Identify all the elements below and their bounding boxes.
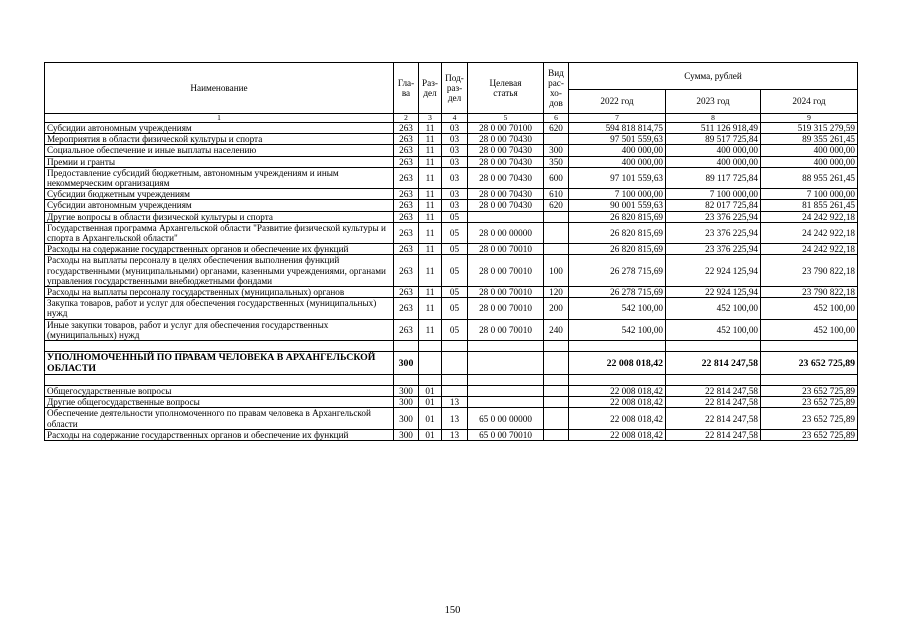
row-razdel: 01 (419, 408, 442, 429)
row-vid (544, 352, 569, 375)
row-amount-2023: 23 376 225,94 (666, 222, 761, 243)
row-name: Обеспечение деятельности уполномоченного по правам человека в Архангельской области (45, 408, 394, 429)
row-vid (544, 134, 569, 145)
row-podrazdel: 05 (442, 211, 468, 222)
row-tselevaya (468, 211, 544, 222)
row-amount-2023: 400 000,00 (666, 145, 761, 156)
row-vid (544, 341, 569, 352)
row-amount-2022: 542 100,00 (569, 298, 666, 319)
row-name: Расходы на выплаты персоналу в целях обеспечения выполнения функций государственными (муниципальными) органами, казенными учреждениями, органами управления государственными внебюджетными фондами (45, 255, 394, 287)
row-amount-2022 (569, 341, 666, 352)
row-amount-2023: 23 376 225,94 (666, 211, 761, 222)
row-podrazdel: 03 (442, 200, 468, 211)
row-amount-2023: 22 814 247,58 (666, 386, 761, 397)
row-vid: 120 (544, 287, 569, 298)
row-name: Закупка товаров, работ и услуг для обеспечения государственных (муниципальных) нужд (45, 298, 394, 319)
row-amount-2024: 452 100,00 (761, 298, 858, 319)
table-row (45, 211, 858, 222)
row-amount-2023: 22 924 125,94 (666, 255, 761, 287)
row-name: Субсидии автономным учреждениям (45, 123, 394, 134)
row-glava: 263 (394, 189, 419, 200)
row-tselevaya: 28 0 00 70010 (468, 255, 544, 287)
row-amount-2024: 23 790 822,18 (761, 287, 858, 298)
row-vid (544, 386, 569, 397)
row-glava: 300 (394, 352, 419, 375)
row-amount-2024: 400 000,00 (761, 156, 858, 167)
col-num: 5 (468, 114, 544, 123)
row-amount-2022: 22 008 018,42 (569, 429, 666, 440)
row-vid: 610 (544, 189, 569, 200)
row-amount-2024: 400 000,00 (761, 145, 858, 156)
row-podrazdel: 13 (442, 408, 468, 429)
row-name: Государственная программа Архангельской области "Развитие физической культуры и спорта в Архангельской области" (45, 222, 394, 243)
row-podrazdel: 05 (442, 255, 468, 287)
row-amount-2024: 7 100 000,00 (761, 189, 858, 200)
row-amount-2024: 519 315 279,59 (761, 123, 858, 134)
row-amount-2023: 400 000,00 (666, 156, 761, 167)
row-podrazdel: 03 (442, 145, 468, 156)
row-vid (544, 375, 569, 386)
row-podrazdel: 05 (442, 319, 468, 340)
row-amount-2022 (569, 375, 666, 386)
row-podrazdel (442, 386, 468, 397)
row-name: Расходы на выплаты персоналу государственных (муниципальных) органов (45, 287, 394, 298)
row-amount-2023: 22 924 125,94 (666, 287, 761, 298)
row-amount-2022: 594 818 814,75 (569, 123, 666, 134)
col-num: 2 (394, 114, 419, 123)
row-amount-2023: 7 100 000,00 (666, 189, 761, 200)
row-razdel (419, 352, 442, 375)
row-amount-2024: 81 855 261,45 (761, 200, 858, 211)
row-amount-2024: 89 355 261,45 (761, 134, 858, 145)
row-amount-2022: 26 820 815,69 (569, 211, 666, 222)
row-name: Социальное обеспечение и иные выплаты населению (45, 145, 394, 156)
budget-table (44, 62, 858, 441)
empty-row (45, 375, 858, 386)
row-tselevaya (468, 386, 544, 397)
row-podrazdel: 13 (442, 429, 468, 440)
row-glava: 263 (394, 319, 419, 340)
row-glava: 263 (394, 287, 419, 298)
row-razdel: 11 (419, 287, 442, 298)
header-year-2023: 2023 год (666, 90, 761, 114)
row-tselevaya: 28 0 00 70430 (468, 134, 544, 145)
row-amount-2023: 22 814 247,58 (666, 429, 761, 440)
row-podrazdel (442, 341, 468, 352)
row-vid: 620 (544, 200, 569, 211)
row-vid: 350 (544, 156, 569, 167)
row-glava: 263 (394, 167, 419, 188)
row-amount-2024: 24 242 922,18 (761, 222, 858, 243)
col-num: 7 (569, 114, 666, 123)
row-name: УПОЛНОМОЧЕННЫЙ ПО ПРАВАМ ЧЕЛОВЕКА В АРХАНГЕЛЬСКОЙ ОБЛАСТИ (45, 352, 394, 375)
row-amount-2022: 90 001 559,63 (569, 200, 666, 211)
row-amount-2024: 88 955 261,45 (761, 167, 858, 188)
row-amount-2022: 26 820 815,69 (569, 222, 666, 243)
row-razdel: 01 (419, 397, 442, 408)
row-tselevaya: 28 0 00 70010 (468, 319, 544, 340)
row-vid (544, 244, 569, 255)
row-razdel: 01 (419, 429, 442, 440)
row-podrazdel (442, 375, 468, 386)
row-amount-2024: 23 652 725,89 (761, 408, 858, 429)
row-glava: 300 (394, 386, 419, 397)
row-amount-2023: 452 100,00 (666, 319, 761, 340)
header-vid: Вид рас- хо- дов (544, 63, 569, 114)
col-num: 8 (666, 114, 761, 123)
row-amount-2023: 22 814 247,58 (666, 352, 761, 375)
row-podrazdel: 05 (442, 222, 468, 243)
row-vid (544, 408, 569, 429)
row-amount-2022: 400 000,00 (569, 156, 666, 167)
row-tselevaya (468, 352, 544, 375)
row-podrazdel: 03 (442, 156, 468, 167)
row-glava (394, 375, 419, 386)
row-glava: 300 (394, 429, 419, 440)
row-amount-2022: 97 501 559,63 (569, 134, 666, 145)
row-name: Субсидии автономным учреждениям (45, 200, 394, 211)
row-razdel: 11 (419, 167, 442, 188)
row-glava: 263 (394, 134, 419, 145)
row-amount-2022: 400 000,00 (569, 145, 666, 156)
row-vid (544, 397, 569, 408)
row-razdel: 11 (419, 255, 442, 287)
table-row (45, 145, 858, 156)
row-razdel (419, 341, 442, 352)
table-row (45, 156, 858, 167)
row-amount-2022: 26 820 815,69 (569, 244, 666, 255)
row-name: Другие общегосударственные вопросы (45, 397, 394, 408)
row-podrazdel (442, 352, 468, 375)
row-amount-2022: 97 101 559,63 (569, 167, 666, 188)
row-glava: 263 (394, 255, 419, 287)
row-name: Другие вопросы в области физической культуры и спорта (45, 211, 394, 222)
header-year-2022: 2022 год (569, 90, 666, 114)
row-tselevaya: 65 0 00 00000 (468, 408, 544, 429)
row-glava: 263 (394, 200, 419, 211)
row-razdel: 11 (419, 244, 442, 255)
col-num: 1 (45, 114, 394, 123)
row-amount-2024: 452 100,00 (761, 319, 858, 340)
row-tselevaya: 28 0 00 70430 (468, 200, 544, 211)
row-amount-2022: 26 278 715,69 (569, 255, 666, 287)
row-razdel: 11 (419, 211, 442, 222)
header-tselevaya: Целевая статья (468, 63, 544, 114)
row-tselevaya (468, 375, 544, 386)
row-amount-2023: 511 126 918,49 (666, 123, 761, 134)
row-podrazdel: 03 (442, 123, 468, 134)
table-row (45, 298, 858, 319)
row-razdel (419, 375, 442, 386)
header-name: Наименование (45, 63, 394, 114)
row-amount-2023: 22 814 247,58 (666, 408, 761, 429)
row-name: Субсидии бюджетным учреждениям (45, 189, 394, 200)
row-name: Расходы на содержание государственных органов и обеспечение их функций (45, 244, 394, 255)
col-num: 6 (544, 114, 569, 123)
table-row (45, 123, 858, 134)
table-row (45, 352, 858, 375)
row-razdel: 11 (419, 134, 442, 145)
row-amount-2022: 542 100,00 (569, 319, 666, 340)
row-name: Расходы на содержание государственных органов и обеспечение их функций (45, 429, 394, 440)
page-number: 150 (444, 605, 461, 616)
header-year-2024: 2024 год (761, 90, 858, 114)
column-numbers-row (45, 114, 858, 123)
row-glava: 300 (394, 397, 419, 408)
row-podrazdel: 03 (442, 189, 468, 200)
row-amount-2024: 24 242 922,18 (761, 244, 858, 255)
row-vid (544, 429, 569, 440)
row-amount-2024 (761, 375, 858, 386)
row-vid: 240 (544, 319, 569, 340)
row-amount-2022: 22 008 018,42 (569, 397, 666, 408)
row-tselevaya: 28 0 00 00000 (468, 222, 544, 243)
row-glava: 300 (394, 408, 419, 429)
row-tselevaya: 28 0 00 70100 (468, 123, 544, 134)
row-amount-2023: 82 017 725,84 (666, 200, 761, 211)
row-name (45, 375, 394, 386)
row-tselevaya (468, 341, 544, 352)
row-amount-2023: 452 100,00 (666, 298, 761, 319)
row-razdel: 11 (419, 200, 442, 211)
row-razdel: 11 (419, 145, 442, 156)
table-row (45, 222, 858, 243)
row-razdel: 11 (419, 156, 442, 167)
table-row (45, 319, 858, 340)
row-razdel: 11 (419, 222, 442, 243)
row-razdel: 11 (419, 189, 442, 200)
row-name: Предоставление субсидий бюджетным, автономным учреждениям и иным некоммерческим организациям (45, 167, 394, 188)
row-amount-2023: 89 517 725,84 (666, 134, 761, 145)
row-podrazdel: 05 (442, 298, 468, 319)
row-amount-2024 (761, 341, 858, 352)
row-glava: 263 (394, 211, 419, 222)
row-amount-2022: 22 008 018,42 (569, 352, 666, 375)
table-row (45, 167, 858, 188)
row-podrazdel: 05 (442, 244, 468, 255)
row-tselevaya: 28 0 00 70010 (468, 287, 544, 298)
row-podrazdel: 03 (442, 167, 468, 188)
row-vid: 600 (544, 167, 569, 188)
row-vid (544, 222, 569, 243)
row-amount-2023 (666, 341, 761, 352)
table-row (45, 429, 858, 440)
row-glava: 263 (394, 156, 419, 167)
header-podrazdel: Под- раз- дел (442, 63, 468, 114)
row-razdel: 11 (419, 123, 442, 134)
header-row-top (45, 63, 858, 90)
row-amount-2023: 23 376 225,94 (666, 244, 761, 255)
row-podrazdel: 13 (442, 397, 468, 408)
row-glava: 263 (394, 123, 419, 134)
col-num: 9 (761, 114, 858, 123)
row-name (45, 341, 394, 352)
row-vid: 200 (544, 298, 569, 319)
row-amount-2023 (666, 375, 761, 386)
row-tselevaya (468, 397, 544, 408)
row-glava (394, 341, 419, 352)
row-amount-2023: 22 814 247,58 (666, 397, 761, 408)
row-glava: 263 (394, 298, 419, 319)
row-glava: 263 (394, 222, 419, 243)
row-vid: 620 (544, 123, 569, 134)
row-name: Иные закупки товаров, работ и услуг для обеспечения государственных (муниципальных) нужд (45, 319, 394, 340)
row-vid: 300 (544, 145, 569, 156)
table-row (45, 244, 858, 255)
row-amount-2022: 22 008 018,42 (569, 386, 666, 397)
row-tselevaya: 65 0 00 70010 (468, 429, 544, 440)
row-podrazdel: 05 (442, 287, 468, 298)
row-glava: 263 (394, 145, 419, 156)
header-summa: Сумма, рублей (569, 63, 858, 90)
row-razdel: 01 (419, 386, 442, 397)
row-tselevaya: 28 0 00 70430 (468, 189, 544, 200)
table-row (45, 189, 858, 200)
table-row (45, 397, 858, 408)
header-glava: Гла- ва (394, 63, 419, 114)
table-row (45, 408, 858, 429)
empty-row (45, 341, 858, 352)
row-tselevaya: 28 0 00 70430 (468, 145, 544, 156)
row-razdel: 11 (419, 298, 442, 319)
row-amount-2022: 22 008 018,42 (569, 408, 666, 429)
row-podrazdel: 03 (442, 134, 468, 145)
header-razdel: Раз- дел (419, 63, 442, 114)
table-row (45, 287, 858, 298)
row-name: Мероприятия в области физической культуры и спорта (45, 134, 394, 145)
row-amount-2024: 24 242 922,18 (761, 211, 858, 222)
row-amount-2024: 23 652 725,89 (761, 386, 858, 397)
row-name: Премии и гранты (45, 156, 394, 167)
row-tselevaya: 28 0 00 70010 (468, 244, 544, 255)
table-row (45, 386, 858, 397)
col-num: 4 (442, 114, 468, 123)
row-tselevaya: 28 0 00 70430 (468, 167, 544, 188)
table-row (45, 134, 858, 145)
row-vid: 100 (544, 255, 569, 287)
row-amount-2024: 23 652 725,89 (761, 397, 858, 408)
row-tselevaya: 28 0 00 70010 (468, 298, 544, 319)
row-glava: 263 (394, 244, 419, 255)
row-tselevaya: 28 0 00 70430 (468, 156, 544, 167)
row-amount-2024: 23 790 822,18 (761, 255, 858, 287)
row-amount-2022: 7 100 000,00 (569, 189, 666, 200)
row-amount-2024: 23 652 725,89 (761, 429, 858, 440)
row-amount-2024: 23 652 725,89 (761, 352, 858, 375)
row-razdel: 11 (419, 319, 442, 340)
col-num: 3 (419, 114, 442, 123)
table-row (45, 255, 858, 287)
table-row (45, 200, 858, 211)
row-name: Общегосударственные вопросы (45, 386, 394, 397)
row-vid (544, 211, 569, 222)
row-amount-2022: 26 278 715,69 (569, 287, 666, 298)
row-amount-2023: 89 117 725,84 (666, 167, 761, 188)
